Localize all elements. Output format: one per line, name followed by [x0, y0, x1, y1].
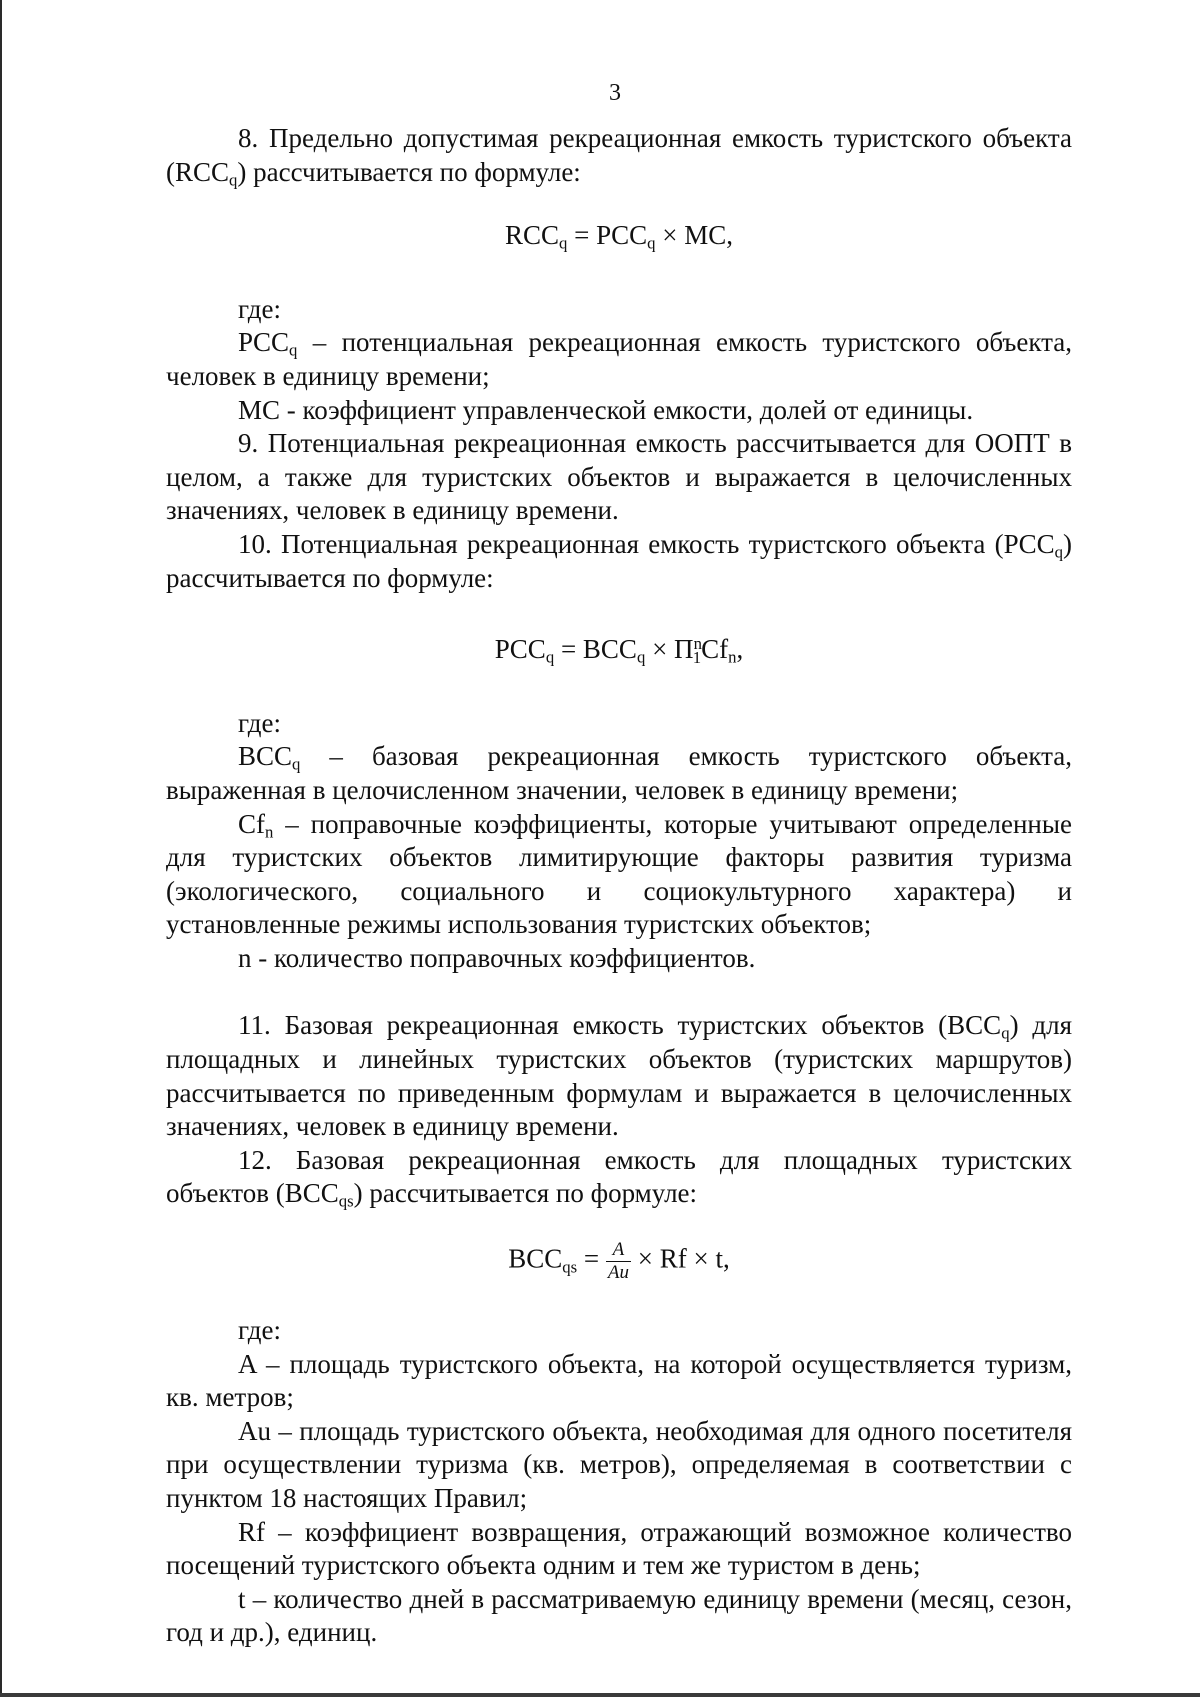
definition-pcc: $PCC_q$ – потенциальная рекреационная емкость туристского объекта, человек в единицу времени;: [166, 327, 1072, 391]
formula-pcc: $PCC_q = BCC_q \times \Pi^n_1Cf_n$,: [494, 633, 744, 667]
paragraph-12: 12. Базовая рекреационная емкость для площадных туристских объектов $(BCC_{qs})$ рассчитывается по формуле:: [166, 1144, 1072, 1212]
formula-rcc: $RCC_q = PCC_q$ × MC,: [504, 220, 734, 253]
where-label: где:: [238, 293, 281, 324]
where-label: где:: [238, 707, 281, 738]
paragraph-9: 9. Потенциальная рекреационная емкость рассчитывается для ООПТ в целом, а также для туристских объектов и выражается в целочисленных значениях, человек в единицу времени.: [166, 428, 1072, 526]
paragraph-gap: [166, 975, 1072, 1009]
definition-t: t – количество дней в рассматриваемую единицу времени (месяц, сезон, год и др.), единиц.: [166, 1583, 1072, 1648]
paragraph-10: 10. Потенциальная рекреационная емкость туристского объекта $(PCC_q)$ рассчитывается по формуле:: [166, 528, 1072, 593]
scan-edge-bottom: [0, 1693, 1200, 1697]
document-body: [166, 122, 1072, 1650]
scan-edge-left: [0, 0, 2, 1697]
definition-rf: Rf – коэффициент возвращения, отражающий возможное количество посещений туристского объекта одним и тем же туристом в день;: [166, 1516, 1072, 1581]
definition-au: Au – площадь туристского объекта, необходимая для одного посетителя при осуществлении туризма (кв. метров), определяемая в соответствии с пунктом 18 настоящих Правил;: [166, 1415, 1072, 1513]
definition-cf: $Cf_n$ – поправочные коэффициенты, которые учитывают определенные для туристских объектов лимитирующие факторы развития туризма (экологического, социального и социокультурного характера) и установленные режимы использования туристских объектов;: [166, 808, 1072, 940]
page-number: 3: [609, 80, 621, 106]
definition-a: A – площадь туристского объекта, на которой осуществляется туризм, кв. метров;: [166, 1348, 1072, 1413]
where-label: где:: [238, 1315, 281, 1346]
definition-mc: MC - коэффициент управленческой емкости, долей от единицы.: [238, 394, 974, 425]
paragraph-8: 8. Предельно допустимая рекреационная емкость туристского объекта $(RCC_q)$ рассчитывается по формуле:: [166, 123, 1072, 190]
formula-bcc-qs: $BCC_{qs}$ = $\frac{A}{Au}$ × Rf × t,: [508, 1239, 730, 1284]
definition-n: n - количество поправочных коэффициентов.: [238, 942, 756, 973]
fraction: $\frac{A}{Au}$: [607, 1239, 630, 1284]
definition-bcc: $BCC_q$ – базовая рекреационная емкость туристского объекта, выраженная в целочисленном значении, человек в единицу времени;: [166, 741, 1072, 805]
paragraph-11: 11. Базовая рекреационная емкость туристских объектов $(BCC_q)$ для площадных и линейных туристских объектов (туристских маршрутов) рассчитывается по приведенным формулам и выражается в целочисленных значениях, человек в единицу времени.: [166, 1010, 1073, 1142]
